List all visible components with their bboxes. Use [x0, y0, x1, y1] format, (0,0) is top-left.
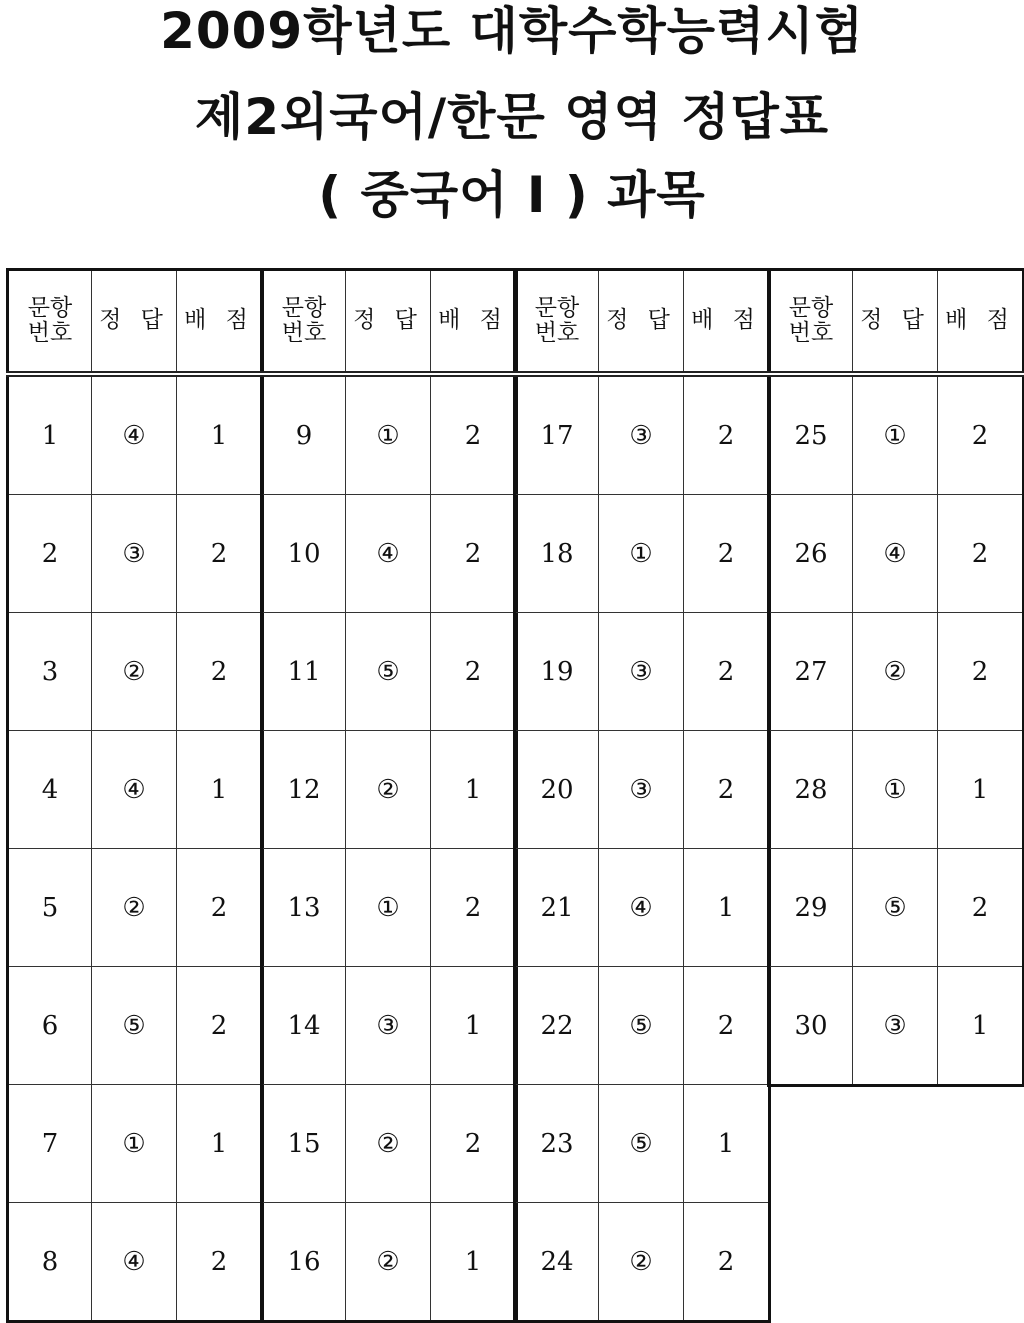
answer-mark: ⑤ — [599, 1085, 684, 1203]
question-number: 6 — [8, 967, 92, 1085]
score-value: 2 — [431, 495, 517, 613]
answer-mark: ② — [92, 613, 177, 731]
score-value: 2 — [177, 1203, 263, 1322]
score-value: 1 — [684, 1085, 770, 1203]
score-value: 2 — [177, 495, 263, 613]
table-row — [769, 374, 1024, 495]
answer-mark: ② — [346, 1203, 431, 1322]
answer-mark: ② — [346, 1085, 431, 1203]
table-row — [769, 613, 1024, 731]
question-number: 14 — [262, 967, 346, 1085]
answer-mark: ④ — [599, 849, 684, 967]
table-row — [515, 374, 770, 495]
table-row — [515, 731, 770, 849]
score-value: 2 — [177, 849, 263, 967]
score-value: 2 — [938, 495, 1024, 613]
score-value: 2 — [684, 967, 770, 1085]
score-value: 2 — [684, 613, 770, 731]
table-row — [515, 1203, 770, 1322]
answer-block-3 — [513, 268, 771, 1323]
answer-mark: ② — [346, 731, 431, 849]
header-row — [262, 270, 517, 375]
table-row — [769, 731, 1024, 849]
question-number: 10 — [262, 495, 346, 613]
answer-mark: ① — [599, 495, 684, 613]
table-row — [8, 374, 263, 495]
answer-mark: ① — [853, 731, 938, 849]
score-value: 2 — [684, 1203, 770, 1322]
question-number: 21 — [515, 849, 599, 967]
answer-mark: ③ — [92, 495, 177, 613]
question-number: 22 — [515, 967, 599, 1085]
answer-mark: ② — [599, 1203, 684, 1322]
question-number: 7 — [8, 1085, 92, 1203]
score-value: 2 — [938, 849, 1024, 967]
table-row — [8, 967, 263, 1085]
question-number: 28 — [769, 731, 853, 849]
table-row — [262, 849, 517, 967]
header-question-number: 문항 번호 — [515, 270, 599, 375]
answer-mark: ① — [92, 1085, 177, 1203]
question-number: 11 — [262, 613, 346, 731]
table-row — [8, 613, 263, 731]
question-number: 13 — [262, 849, 346, 967]
header-row — [515, 270, 770, 375]
score-value: 1 — [684, 849, 770, 967]
question-number: 20 — [515, 731, 599, 849]
question-number: 3 — [8, 613, 92, 731]
table-row — [515, 613, 770, 731]
table-row — [515, 495, 770, 613]
score-value: 2 — [177, 613, 263, 731]
score-value: 2 — [431, 374, 517, 495]
header-question-number: 문항 번호 — [262, 270, 346, 375]
table-row — [262, 967, 517, 1085]
question-number: 23 — [515, 1085, 599, 1203]
table-row — [8, 1085, 263, 1203]
table-row — [515, 967, 770, 1085]
header-score: 배 점 — [431, 270, 517, 375]
header-row — [769, 270, 1024, 375]
question-number: 1 — [8, 374, 92, 495]
score-value: 1 — [431, 731, 517, 849]
score-value: 1 — [938, 967, 1024, 1086]
score-value: 2 — [938, 613, 1024, 731]
score-value: 2 — [938, 374, 1024, 495]
header-answer: 정 답 — [853, 270, 938, 375]
question-number: 17 — [515, 374, 599, 495]
answer-mark: ③ — [599, 374, 684, 495]
table-row — [262, 495, 517, 613]
answer-mark: ③ — [853, 967, 938, 1086]
answer-mark: ② — [853, 613, 938, 731]
question-number: 2 — [8, 495, 92, 613]
header-answer: 정 답 — [346, 270, 431, 375]
answer-block-1 — [6, 268, 264, 1323]
question-number: 9 — [262, 374, 346, 495]
question-number: 26 — [769, 495, 853, 613]
question-number: 30 — [769, 967, 853, 1086]
score-value: 2 — [431, 613, 517, 731]
answer-block-4 — [767, 268, 1024, 1087]
answer-mark: ④ — [92, 731, 177, 849]
score-value: 1 — [431, 967, 517, 1085]
title-line-1: 2009학년도 대학수학능력시험 — [160, 2, 864, 60]
table-row — [262, 374, 517, 495]
answer-mark: ③ — [599, 731, 684, 849]
score-value: 2 — [684, 374, 770, 495]
table-row — [515, 1085, 770, 1203]
table-row — [8, 495, 263, 613]
score-value: 1 — [177, 1085, 263, 1203]
question-number: 16 — [262, 1203, 346, 1322]
answer-mark: ① — [346, 374, 431, 495]
header-score: 배 점 — [938, 270, 1024, 375]
title-line-3: ( 중국어 I ) 과목 — [318, 166, 706, 224]
answer-mark: ④ — [92, 1203, 177, 1322]
question-number: 25 — [769, 374, 853, 495]
question-number: 15 — [262, 1085, 346, 1203]
question-number: 4 — [8, 731, 92, 849]
answer-mark: ④ — [853, 495, 938, 613]
table-row — [262, 1203, 517, 1322]
header-question-number: 문항 번호 — [769, 270, 853, 375]
table-row — [262, 613, 517, 731]
table-row — [262, 1085, 517, 1203]
question-number: 29 — [769, 849, 853, 967]
answer-mark: ④ — [346, 495, 431, 613]
answer-mark: ⑤ — [853, 849, 938, 967]
header-row — [8, 270, 263, 375]
header-score: 배 점 — [684, 270, 770, 375]
table-row — [262, 731, 517, 849]
table-row — [8, 731, 263, 849]
table-row — [769, 849, 1024, 967]
table-row — [515, 849, 770, 967]
question-number: 18 — [515, 495, 599, 613]
answer-block-2 — [260, 268, 518, 1323]
score-value: 1 — [938, 731, 1024, 849]
score-value: 1 — [431, 1203, 517, 1322]
header-answer: 정 답 — [92, 270, 177, 375]
question-number: 5 — [8, 849, 92, 967]
question-number: 8 — [8, 1203, 92, 1322]
score-value: 2 — [684, 731, 770, 849]
answer-mark: ⑤ — [346, 613, 431, 731]
score-value: 1 — [177, 374, 263, 495]
table-row — [8, 849, 263, 967]
header-answer: 정 답 — [599, 270, 684, 375]
answer-mark: ① — [853, 374, 938, 495]
title-line-2: 제2외국어/한문 영역 정답표 — [194, 88, 830, 146]
question-number: 27 — [769, 613, 853, 731]
score-value: 2 — [684, 495, 770, 613]
header-score: 배 점 — [177, 270, 263, 375]
table-row — [8, 1203, 263, 1322]
answer-mark: ③ — [599, 613, 684, 731]
answer-mark: ① — [346, 849, 431, 967]
question-number: 12 — [262, 731, 346, 849]
answer-mark: ② — [92, 849, 177, 967]
answer-mark: ⑤ — [599, 967, 684, 1085]
answer-mark: ⑤ — [92, 967, 177, 1085]
table-row — [769, 495, 1024, 613]
answer-mark: ③ — [346, 967, 431, 1085]
header-question-number: 문항 번호 — [8, 270, 92, 375]
table-row — [769, 967, 1024, 1086]
score-value: 1 — [177, 731, 263, 849]
question-number: 24 — [515, 1203, 599, 1322]
score-value: 2 — [431, 849, 517, 967]
score-value: 2 — [177, 967, 263, 1085]
score-value: 2 — [431, 1085, 517, 1203]
question-number: 19 — [515, 613, 599, 731]
answer-mark: ④ — [92, 374, 177, 495]
